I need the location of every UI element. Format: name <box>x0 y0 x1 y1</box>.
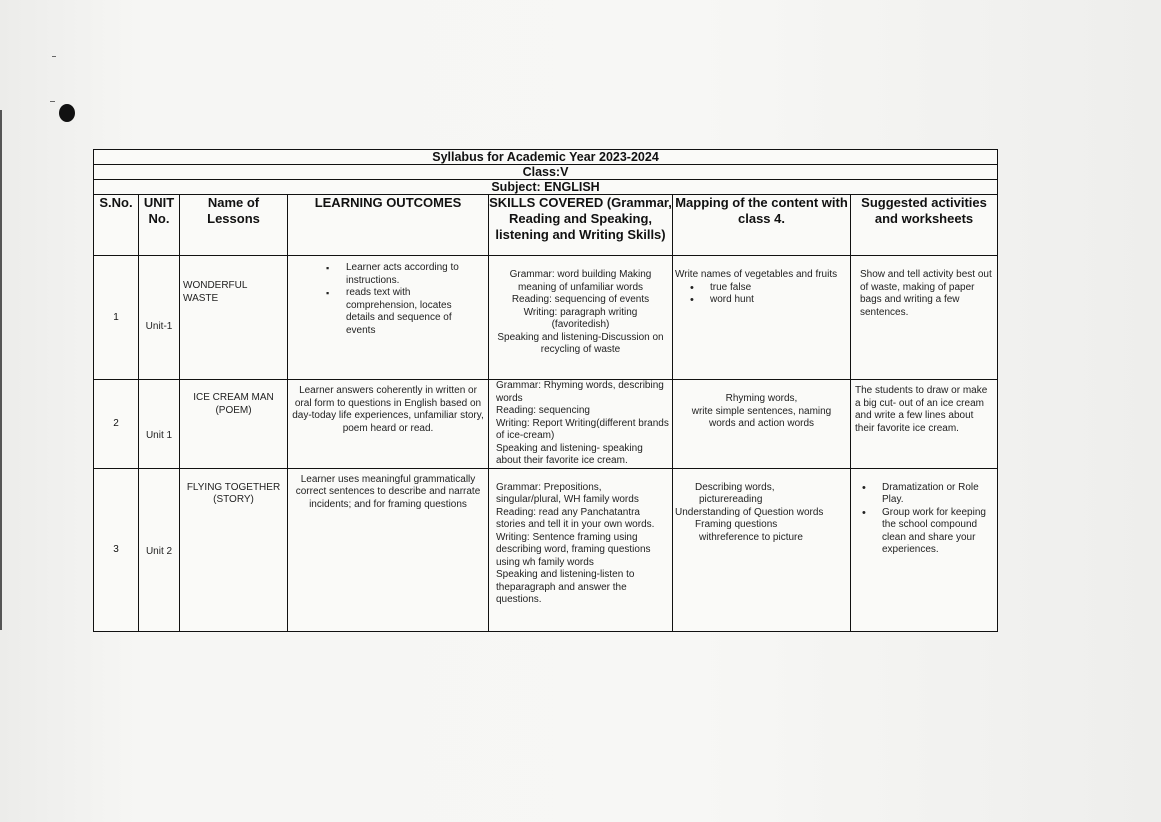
mapping-line: picturereading <box>699 494 763 505</box>
col-mapping-header: Mapping of the content with class 4. <box>673 195 851 256</box>
row-mapping <box>673 468 851 631</box>
mapping-item: • word hunt <box>710 294 848 307</box>
col-unit-header: UNIT No. <box>139 195 180 256</box>
skill-line: Reading: read any Panchatantra stories and tell it in your own words. <box>496 506 655 530</box>
row-outcomes: Learner uses meaningful grammatically correct sentences to describe and narrate incidents; and for framing questions <box>288 468 489 631</box>
row-unit: Unit 2 <box>139 468 180 631</box>
row-lesson: WONDERFUL WASTE <box>180 256 288 380</box>
mapping-line: Framing questions <box>695 519 778 530</box>
skill-line: Speaking and listening- speaking about their favorite ice cream. <box>496 442 643 466</box>
mapping-line: withreference to picture <box>699 531 803 543</box>
row-skills <box>489 256 673 380</box>
row-outcomes <box>288 256 489 380</box>
activity-item: • Group work for keeping the school compound clean and share your experiences. <box>882 507 994 557</box>
row-outcomes: Learner answers coherently in written or oral form to questions in English based on day-today life experiences, unfamiliar story, poem heard or read. <box>288 380 489 469</box>
skill-line: Grammar: Prepositions, singular/plural, WH family words <box>496 481 639 505</box>
table-row <box>94 256 998 380</box>
mapping-line: Understanding of Question words <box>675 506 824 518</box>
row-mapping <box>673 380 851 469</box>
row-unit: Unit 1 <box>139 380 180 469</box>
row-sno: 1 <box>94 256 139 380</box>
syllabus-title: Syllabus for Academic Year 2023-2024 <box>94 150 998 165</box>
mapping-line: Describing words, <box>695 481 775 493</box>
row-activities <box>851 468 998 631</box>
row-skills <box>489 468 673 631</box>
activity-item: • Dramatization or Role Play. <box>882 482 994 507</box>
col-skills-header: SKILLS COVERED (Grammar, Reading and Speaking, listening and Writing Skills) <box>489 195 673 256</box>
class-label: Class:V <box>94 165 998 180</box>
row-activities: Show and tell activity best out of waste, making of paper bags and writing a few sentences. <box>851 256 998 380</box>
page-edge-line <box>0 110 2 630</box>
skill-line: Reading: sequencing <box>496 405 590 416</box>
row-mapping <box>673 256 851 380</box>
col-lessons-header: Name of Lessons <box>180 195 288 256</box>
table-row <box>94 468 998 631</box>
col-activities-header: Suggested activities and worksheets <box>851 195 998 256</box>
syllabus-table <box>93 149 998 632</box>
row-unit: Unit-1 <box>139 256 180 380</box>
outcome-item: ▪ Learner acts according to instructions. <box>346 262 480 287</box>
skill-line: Grammar: Rhyming words, describing words <box>496 380 664 404</box>
skill-line: Reading: sequencing of events <box>511 294 650 305</box>
row-lesson: ICE CREAM MAN (POEM) <box>180 380 288 469</box>
scan-speck <box>52 56 56 57</box>
row-skills <box>489 380 673 469</box>
row-sno: 3 <box>94 468 139 631</box>
mapping-line: write simple sentences, naming words and action words <box>691 405 832 429</box>
skill-line: Speaking and listening-Discussion on recycling of waste <box>497 331 664 355</box>
row-activities: The students to draw or make a big cut- out of an ice cream and write a few lines about their favorite ice cream. <box>851 380 998 469</box>
skill-line: Speaking and listening-listen to theparagraph and answer the questions. <box>496 569 635 605</box>
skill-line: Writing: Report Writing(different brands of ice-cream) <box>496 417 669 441</box>
skill-line: Writing: paragraph writing (favoritedish) <box>523 306 638 330</box>
mapping-item: • true false <box>710 282 848 295</box>
row-lesson: FLYING TOGETHER (STORY) <box>180 468 288 631</box>
punch-hole-mark <box>59 104 75 122</box>
outcome-item: ▪ reads text with comprehension, locates details and sequence of events <box>346 287 480 337</box>
col-sno-header: S.No. <box>94 195 139 256</box>
table-row <box>94 380 998 469</box>
col-outcomes-header: LEARNING OUTCOMES <box>288 195 489 256</box>
row-sno: 2 <box>94 380 139 469</box>
scan-speck <box>50 101 55 102</box>
subject-label: Subject: ENGLISH <box>94 180 998 195</box>
mapping-line: Rhyming words, <box>725 393 798 404</box>
skill-line: Grammar: word building Making meaning of unfamiliar words <box>509 269 652 293</box>
skill-line: Writing: Sentence framing using describing word, framing questions using wh family words <box>496 531 651 568</box>
mapping-line: Write names of vegetables and fruits <box>675 269 838 280</box>
